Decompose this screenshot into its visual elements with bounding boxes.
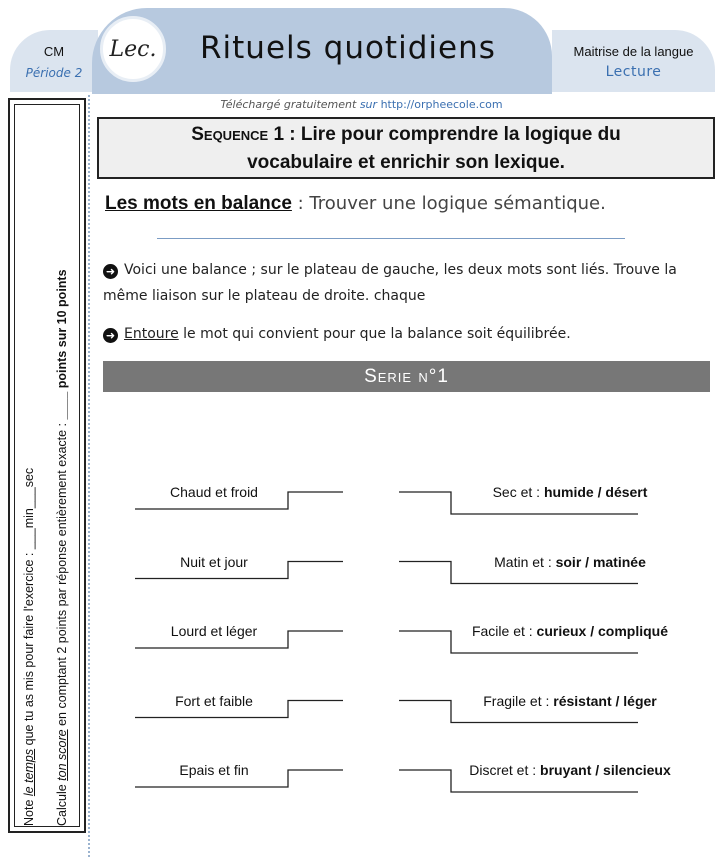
logo-badge: Lec. — [100, 16, 166, 82]
balance-options[interactable]: bruyant / silencieux — [540, 762, 671, 778]
exercise-description: Trouver une logique sémantique. — [309, 193, 606, 214]
domain-label: Maitrise de la langue — [573, 44, 694, 59]
instruction-2: ➜ Entoure le mot qui convient pour que la balance soit équilibrée. — [103, 321, 713, 347]
sequence-line1: : Lire pour comprendre la logique du — [284, 124, 621, 145]
serie-banner: Serie n°1 — [103, 361, 710, 392]
sequence-label: Sequence 1 — [191, 124, 285, 145]
exercise-title: Les mots en balance — [105, 193, 292, 214]
subdomain-label: Lecture — [605, 64, 662, 80]
balance-left-label: Nuit et jour — [180, 553, 248, 570]
download-url-link[interactable]: http://orpheecole.com — [380, 98, 503, 111]
sequence-line2: vocabulaire et enrichir son lexique. — [247, 152, 565, 173]
page-title: Rituels quotidiens — [200, 30, 496, 66]
arrow-right-icon: ➜ — [103, 264, 118, 279]
balance-right-label: Fragile et : résistant / léger — [483, 692, 657, 709]
balance-left-label: Epais et fin — [179, 762, 249, 778]
level-label: CM — [43, 44, 65, 59]
balance-options[interactable]: soir / matinée — [555, 553, 646, 570]
balance-left-label: Fort et faible — [175, 692, 253, 709]
instruction-1: ➜ Voici une balance ; sur le plateau de gauche, les deux mots sont liés. Trouve la même liaison sur le plateau de droite. chaque — [103, 262, 677, 304]
time-note-text: Note le temps que tu as mis pour faire l'exercice : ___min___sec — [22, 467, 36, 826]
balance-right-label: Discret et : bruyant / silencieux — [469, 762, 671, 778]
balance-left-label: Lourd et léger — [170, 623, 258, 639]
score-note-text: Calcule ton score en comptant 2 points par réponse entièrement exacte : ____ points sur 10 points — [55, 269, 69, 826]
balance-left-label: Chaud et froid — [170, 484, 258, 500]
balance-options[interactable]: résistant / léger — [553, 692, 657, 709]
balance-right-label: Facile et : curieux / compliqué — [471, 623, 669, 639]
exercise-heading: Les mots en balance : Trouver une logique sémantique. — [105, 193, 606, 214]
balance-right-label: Sec et : humide / désert — [492, 484, 648, 500]
period-label: Période 2 — [25, 66, 83, 80]
balance-options[interactable]: humide / désert — [543, 484, 648, 500]
balance-right-label: Matin et : soir / matinée — [494, 553, 646, 570]
download-prefix: Téléchargé gratuitement — [220, 98, 357, 111]
arrow-right-icon: ➜ — [103, 328, 118, 343]
download-sur: sur — [359, 98, 378, 111]
balance-options[interactable]: curieux / compliqué — [536, 623, 669, 639]
